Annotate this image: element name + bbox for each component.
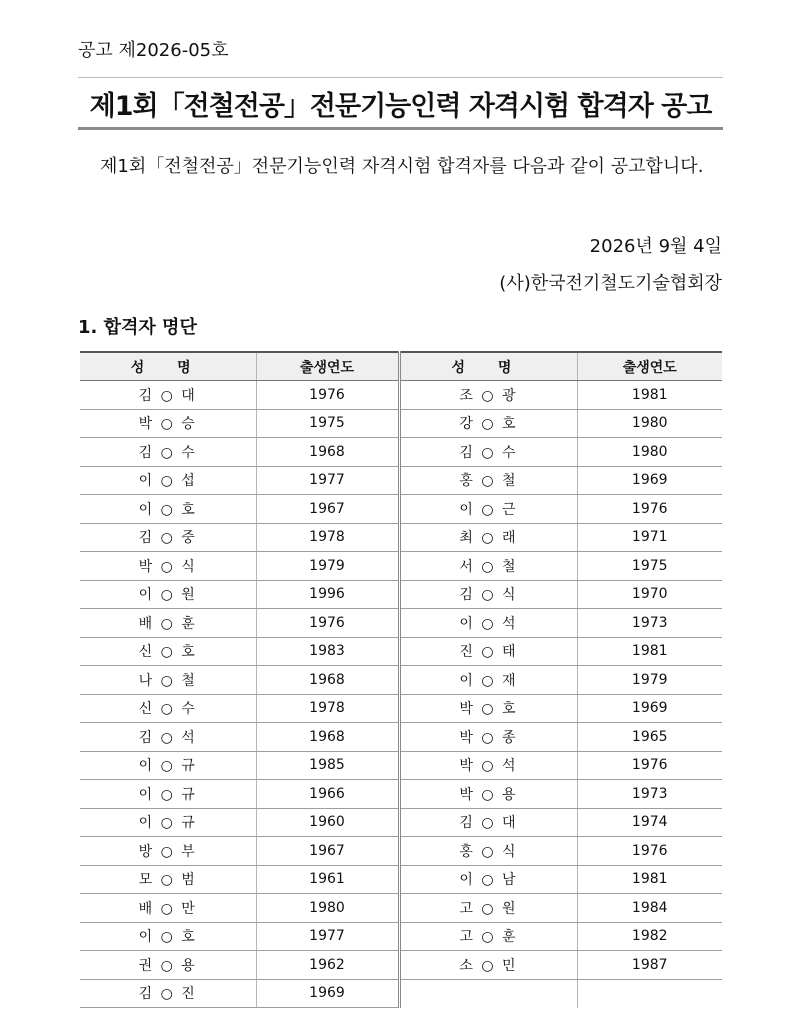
cell-birthyear-left: 1968 xyxy=(256,438,399,467)
cell-birthyear-left: 1968 xyxy=(256,723,399,752)
cell-name-right: 홍 ○ 식 xyxy=(399,837,577,866)
table-row xyxy=(80,751,722,780)
cell-birthyear-left: 1961 xyxy=(256,865,399,894)
table-row xyxy=(80,951,722,980)
table-row xyxy=(80,609,722,638)
table-row xyxy=(80,523,722,552)
cell-name-right: 김 ○ 수 xyxy=(399,438,577,467)
cell-birthyear-left: 1976 xyxy=(256,381,399,410)
cell-birthyear-right: 1984 xyxy=(577,894,722,923)
table-row xyxy=(80,922,722,951)
table-row xyxy=(80,894,722,923)
header-birthyear-left: 출생연도 xyxy=(256,352,399,381)
cell-birthyear-left: 1977 xyxy=(256,466,399,495)
cell-name-left: 김 ○ 석 xyxy=(80,723,256,752)
issuing-organization: (사)한국전기철도기술협회장 xyxy=(499,273,722,294)
announcement-text: 제1회「전철전공」전문기능인력 자격시험 합격자를 다음과 같이 공고합니다. xyxy=(100,156,704,177)
announcement-date: 2026년 9월 4일 xyxy=(589,236,722,257)
cell-birthyear-right: 1981 xyxy=(577,865,722,894)
cell-birthyear-right: 1981 xyxy=(577,637,722,666)
cell-birthyear-left: 1996 xyxy=(256,580,399,609)
header-name-right: 성 명 xyxy=(399,352,577,381)
cell-name-left: 김 ○ 진 xyxy=(80,979,256,1008)
cell-birthyear-left: 1980 xyxy=(256,894,399,923)
section-heading: 1. 합격자 명단 xyxy=(78,317,197,338)
cell-birthyear-right: 1980 xyxy=(577,409,722,438)
cell-name-left: 박 ○ 승 xyxy=(80,409,256,438)
cell-birthyear-left: 1975 xyxy=(256,409,399,438)
cell-name-left: 이 ○ 호 xyxy=(80,495,256,524)
cell-birthyear-left: 1976 xyxy=(256,609,399,638)
cell-birthyear-right: 1979 xyxy=(577,666,722,695)
cell-name-right: 진 ○ 태 xyxy=(399,637,577,666)
cell-name-right: 고 ○ 훈 xyxy=(399,922,577,951)
cell-name-right: 최 ○ 래 xyxy=(399,523,577,552)
cell-name-right: 박 ○ 종 xyxy=(399,723,577,752)
cell-birthyear-right: 1970 xyxy=(577,580,722,609)
cell-birthyear-right: 1976 xyxy=(577,837,722,866)
table-row xyxy=(80,409,722,438)
cell-birthyear-right: 1987 xyxy=(577,951,722,980)
cell-name-left: 김 ○ 중 xyxy=(80,523,256,552)
document-title: 제1회「전철전공」전문기능인력 자격시험 합격자 공고 xyxy=(89,91,712,122)
cell-name-left: 배 ○ 훈 xyxy=(80,609,256,638)
cell-name-left: 방 ○ 부 xyxy=(80,837,256,866)
cell-birthyear-left: 1978 xyxy=(256,523,399,552)
cell-name-left: 배 ○ 만 xyxy=(80,894,256,923)
cell-birthyear-right: 1969 xyxy=(577,466,722,495)
table-row xyxy=(80,580,722,609)
cell-birthyear-left: 1967 xyxy=(256,837,399,866)
passers-table xyxy=(80,351,722,1008)
cell-name-left: 이 ○ 규 xyxy=(80,808,256,837)
cell-name-right: 이 ○ 남 xyxy=(399,865,577,894)
cell-name-left: 이 ○ 규 xyxy=(80,780,256,809)
cell-birthyear-left: 1978 xyxy=(256,694,399,723)
cell-name-left: 이 ○ 원 xyxy=(80,580,256,609)
cell-name-left: 김 ○ 수 xyxy=(80,438,256,467)
cell-name-left: 김 ○ 대 xyxy=(80,381,256,410)
cell-name-right: 서 ○ 철 xyxy=(399,552,577,581)
table-row xyxy=(80,979,722,1008)
cell-name-right: 이 ○ 재 xyxy=(399,666,577,695)
cell-birthyear-left: 1960 xyxy=(256,808,399,837)
table-row xyxy=(80,837,722,866)
cell-name-right: 이 ○ 석 xyxy=(399,609,577,638)
cell-name-right: 박 ○ 용 xyxy=(399,780,577,809)
cell-name-right xyxy=(399,979,577,1008)
cell-name-left: 박 ○ 식 xyxy=(80,552,256,581)
cell-birthyear-right: 1976 xyxy=(577,751,722,780)
table-row xyxy=(80,552,722,581)
cell-birthyear-left: 1967 xyxy=(256,495,399,524)
cell-name-right: 박 ○ 석 xyxy=(399,751,577,780)
cell-birthyear-right xyxy=(577,979,722,1008)
cell-name-right: 이 ○ 근 xyxy=(399,495,577,524)
cell-birthyear-left: 1968 xyxy=(256,666,399,695)
cell-name-left: 신 ○ 수 xyxy=(80,694,256,723)
cell-birthyear-right: 1973 xyxy=(577,609,722,638)
table-row xyxy=(80,466,722,495)
cell-name-right: 소 ○ 민 xyxy=(399,951,577,980)
table-row xyxy=(80,495,722,524)
cell-name-left: 신 ○ 호 xyxy=(80,637,256,666)
cell-birthyear-right: 1981 xyxy=(577,381,722,410)
header-name-left: 성 명 xyxy=(80,352,256,381)
table-header-row xyxy=(80,352,722,381)
cell-birthyear-right: 1982 xyxy=(577,922,722,951)
table-row xyxy=(80,381,722,410)
cell-name-right: 조 ○ 광 xyxy=(399,381,577,410)
table-row xyxy=(80,865,722,894)
table-row xyxy=(80,637,722,666)
cell-name-right: 김 ○ 식 xyxy=(399,580,577,609)
header-birthyear-right: 출생연도 xyxy=(577,352,722,381)
notice-number: 공고 제2026-05호 xyxy=(78,40,229,61)
cell-name-left: 이 ○ 규 xyxy=(80,751,256,780)
cell-name-left: 이 ○ 호 xyxy=(80,922,256,951)
cell-birthyear-right: 1965 xyxy=(577,723,722,752)
cell-birthyear-right: 1969 xyxy=(577,694,722,723)
table-row xyxy=(80,780,722,809)
cell-name-right: 홍 ○ 철 xyxy=(399,466,577,495)
announcement-body xyxy=(78,150,723,183)
table-row xyxy=(80,723,722,752)
header-divider xyxy=(78,77,723,78)
cell-birthyear-left: 1979 xyxy=(256,552,399,581)
cell-birthyear-left: 1977 xyxy=(256,922,399,951)
cell-birthyear-left: 1985 xyxy=(256,751,399,780)
cell-birthyear-right: 1971 xyxy=(577,523,722,552)
table-row xyxy=(80,808,722,837)
cell-birthyear-right: 1976 xyxy=(577,495,722,524)
passers-table-body xyxy=(80,381,722,1008)
cell-name-right: 김 ○ 대 xyxy=(399,808,577,837)
cell-name-left: 권 ○ 용 xyxy=(80,951,256,980)
cell-name-right: 강 ○ 호 xyxy=(399,409,577,438)
title-underline xyxy=(78,127,723,130)
cell-name-left: 이 ○ 섭 xyxy=(80,466,256,495)
cell-birthyear-left: 1962 xyxy=(256,951,399,980)
table-row xyxy=(80,666,722,695)
cell-name-left: 모 ○ 범 xyxy=(80,865,256,894)
cell-birthyear-left: 1983 xyxy=(256,637,399,666)
cell-birthyear-right: 1975 xyxy=(577,552,722,581)
table-row xyxy=(80,438,722,467)
cell-name-right: 박 ○ 호 xyxy=(399,694,577,723)
cell-birthyear-right: 1973 xyxy=(577,780,722,809)
cell-name-left: 나 ○ 철 xyxy=(80,666,256,695)
cell-birthyear-right: 1980 xyxy=(577,438,722,467)
cell-birthyear-left: 1969 xyxy=(256,979,399,1008)
cell-birthyear-left: 1966 xyxy=(256,780,399,809)
table-row xyxy=(80,694,722,723)
cell-name-right: 고 ○ 원 xyxy=(399,894,577,923)
cell-birthyear-right: 1974 xyxy=(577,808,722,837)
